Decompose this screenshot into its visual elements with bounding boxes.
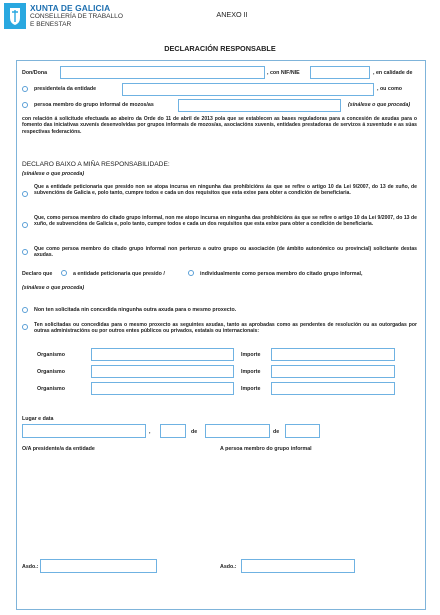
amount-label-3: Importe: [241, 386, 261, 392]
declaration-option-2-radio[interactable]: [22, 222, 28, 228]
declaration-option-3: Que como persoa membro do citado grupo informal non pertenzo a outro grupo ou asociación (de ámbito autonómico ou provincial) solicitante destas axudas.: [34, 246, 417, 259]
nif-label: , con NIF/NIE: [267, 70, 300, 76]
amount-label-1: Importe: [241, 352, 261, 358]
amount-field-2[interactable]: [271, 365, 395, 378]
don-dona-field[interactable]: [60, 66, 265, 79]
amount-field-3[interactable]: [271, 382, 395, 395]
or-label: , ou como: [377, 86, 403, 92]
group-field[interactable]: [178, 99, 341, 112]
department-name-cont: E BENESTAR: [30, 21, 72, 28]
day-field[interactable]: [160, 424, 186, 438]
signed-field-left[interactable]: [40, 559, 157, 573]
form-frame: [16, 60, 426, 610]
de-label-1: de: [191, 429, 198, 435]
page-title: DECLARACIÓN RESPONSABLE: [164, 44, 276, 53]
brand-name: XUNTA DE GALICIA: [30, 3, 111, 13]
organism-field-2[interactable]: [91, 365, 234, 378]
declaration-option-3-radio[interactable]: [22, 249, 28, 255]
president-label: presidente/a da entidade: [34, 86, 97, 92]
place-comma: ,: [149, 429, 151, 435]
declaration-hint: (sinálese o que proceda): [22, 171, 85, 177]
declare-that-label: Declaro que: [22, 271, 53, 277]
place-date-label: Lugar e data: [22, 416, 54, 422]
declaration-option-1: Que a entidade peticionaria que presido non se atopa incursa en ningunha das prohibicións ás que se refire o artigo 10 da Lei 9/2007, do 13 de xuño, de subvencións de Galicia e, polo tanto, cumpre todos e cada un dos requisitos que esta exixe para obter a condición de beneficiaria.: [34, 184, 417, 197]
declaration-option-1-radio[interactable]: [22, 191, 28, 197]
president-radio[interactable]: [22, 86, 28, 92]
other-aid-label: Ten solicitadas ou concedidas para o mesmo proxecto as seguintes axudas, tanto as aprobadas como as pendentes de resolución ou as outorgadas por outras administracións ou por outros entes públicos ou privados, estatais ou internacionais:: [34, 322, 417, 335]
declare-entity-label: a entidade peticionaria que presido /: [73, 271, 165, 277]
entity-field[interactable]: [122, 83, 374, 96]
declare-individual-radio[interactable]: [188, 270, 194, 276]
mark-hint: (sinálese o que proceda): [348, 102, 411, 108]
member-radio[interactable]: [22, 102, 28, 108]
nif-field[interactable]: [310, 66, 370, 79]
month-field[interactable]: [205, 424, 270, 438]
declaration-heading: DECLARO BAIXO A MIÑA RESPONSABILIDADE:: [22, 161, 170, 168]
declaration-option-2: Que, como persoa membro do citado grupo informal, non me atopo incursa en ningunha das prohibicións ás que se refire o artigo 10 da Lei 9/2007, do 13 de xuño, de subvencións de Galicia e, polo tanto, cumpre todos e cada un dos requisitos que esta exixe para obter a condición de beneficiaria.: [34, 215, 417, 228]
department-name: CONSELLERÍA DE TRABALLO: [30, 13, 123, 20]
member-signature-label: A persoa membro do grupo informal: [220, 446, 312, 452]
declare-entity-radio[interactable]: [61, 270, 67, 276]
organism-field-1[interactable]: [91, 348, 234, 361]
organism-label-2: Organismo: [37, 369, 65, 375]
year-field[interactable]: [285, 424, 320, 438]
de-label-2: de: [273, 429, 280, 435]
no-other-aid-label: Non ten solicitada nin concedida ningunha outra axuda para o mesmo proxecto.: [34, 307, 237, 313]
organism-label-1: Organismo: [37, 352, 65, 358]
no-other-aid-radio[interactable]: [22, 307, 28, 313]
amount-label-2: Importe: [241, 369, 261, 375]
signed-field-right[interactable]: [241, 559, 355, 573]
president-signature-label: O/A presidente/a da entidade: [22, 446, 95, 452]
annex-label: ANEXO II: [216, 10, 248, 19]
relation-text: con relación á solicitude efectuada ao abeiro da Orde do 11 de abril de 2013 pola que se establecen as bases reguladoras para a concesión de axudas para o fomento das iniciativas xuvenís desenvolvidas por grupos informais de mozos/as, asociacións xuvenís, entidades prestadoras de servizos á xuventude e as súas respectivas federacións.: [22, 116, 417, 135]
don-dona-label: Don/Dona: [22, 70, 48, 76]
capacity-label: , en calidade de: [373, 70, 413, 76]
declare-hint: (sinálese o que proceda): [22, 285, 85, 291]
declare-individual-label: individualmente como persoa membro do citado grupo informal,: [200, 271, 363, 277]
amount-field-1[interactable]: [271, 348, 395, 361]
signed-label-left: Asdo.:: [22, 564, 39, 570]
organism-label-3: Organismo: [37, 386, 65, 392]
organism-field-3[interactable]: [91, 382, 234, 395]
signed-label-right: Asdo.:: [220, 564, 237, 570]
member-label: persoa membro do grupo informal de mozos/as: [34, 102, 154, 108]
other-aid-radio[interactable]: [22, 324, 28, 330]
place-field[interactable]: [22, 424, 146, 438]
